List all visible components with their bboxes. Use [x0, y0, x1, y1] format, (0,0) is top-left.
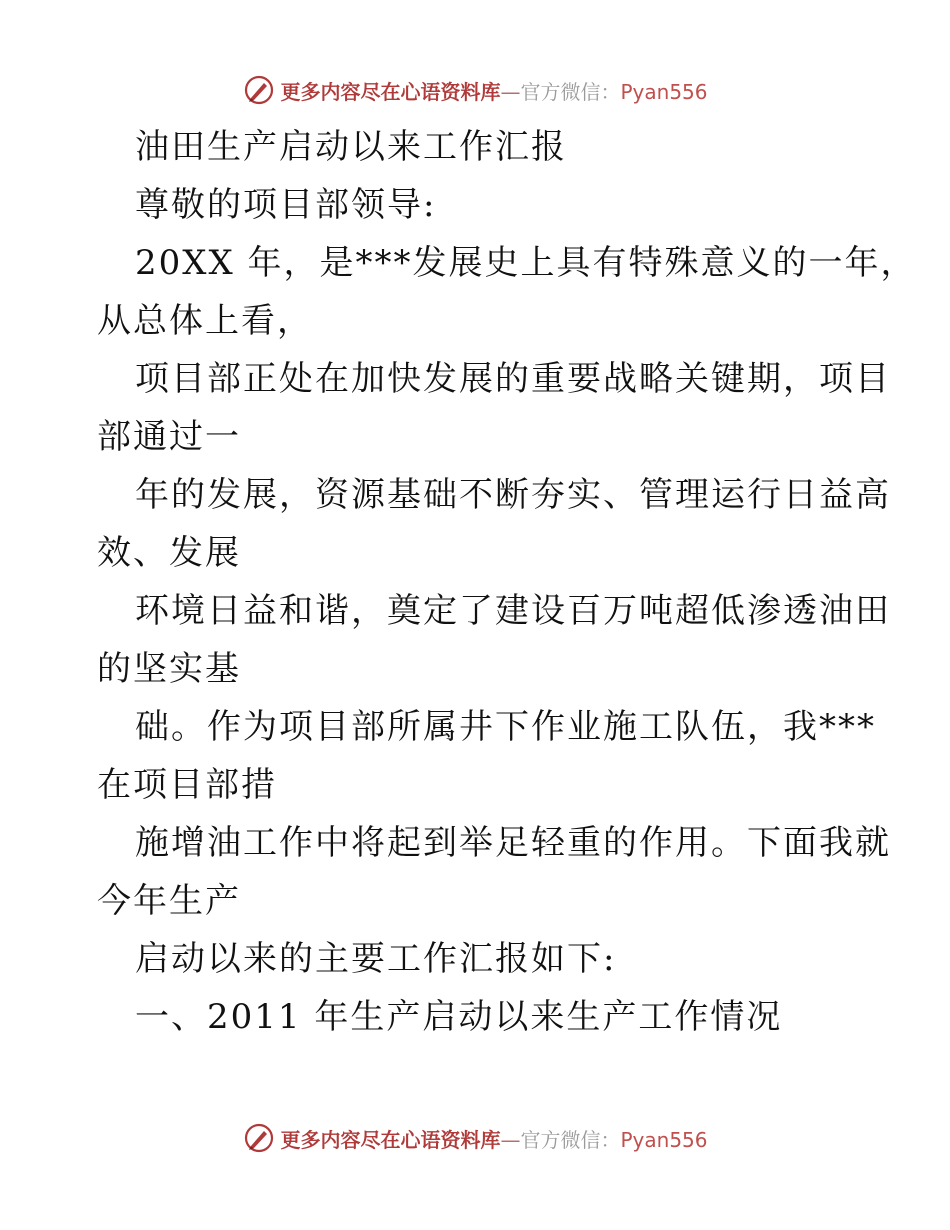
banner-label: 官方微信： [520, 1127, 621, 1152]
banner-wechat-id: Pyan556 [620, 1127, 708, 1152]
pen-logo-icon [242, 1121, 276, 1155]
banner-main-text: 更多内容尽在心语资料库 [280, 1127, 501, 1152]
banner-separator: — [500, 79, 521, 104]
paragraph-line: 尊敬的项目部领导: [135, 185, 437, 225]
paragraph-line: 础。作为项目部所属井下作业施工队伍，我*** [135, 707, 876, 747]
banner-text [280, 1124, 707, 1153]
banner-text [280, 76, 707, 105]
banner-main-text: 更多内容尽在心语资料库 [280, 79, 501, 104]
paragraph-line: 年的发展，资源基础不断夯实、管理运行日益高 [135, 475, 891, 515]
paragraph-line: 环境日益和谐，奠定了建设百万吨超低渗透油田 [135, 591, 891, 631]
document-title: 油田生产启动以来工作汇报 [135, 127, 567, 167]
paragraph-line: 效、发展 [97, 533, 241, 573]
pen-logo-icon [242, 73, 276, 107]
paragraph-line: 项目部正处在加快发展的重要战略关键期，项目 [135, 359, 891, 399]
paragraph-line: 部通过一 [97, 417, 241, 457]
paragraph-line: 在项目部措 [97, 765, 277, 805]
document-body [97, 118, 917, 1046]
paragraph-line: 从总体上看， [97, 301, 313, 341]
paragraph-line: 的坚实基 [97, 649, 241, 689]
header-banner [0, 70, 950, 110]
banner-separator: — [500, 1127, 521, 1152]
paragraph-line: 启动以来的主要工作汇报如下: [135, 939, 617, 979]
paragraph-line: 一、2011 年生产启动以来生产工作情况 [135, 997, 783, 1037]
paragraph-line: 施增油工作中将起到举足轻重的作用。下面我就 [135, 823, 891, 863]
paragraph-line: 20XX 年，是***发展史上具有特殊意义的一年， [135, 243, 917, 283]
banner-wechat-id: Pyan556 [620, 79, 708, 104]
footer-banner [0, 1118, 950, 1158]
banner-label: 官方微信： [520, 79, 621, 104]
paragraph-line: 今年生产 [97, 881, 241, 921]
